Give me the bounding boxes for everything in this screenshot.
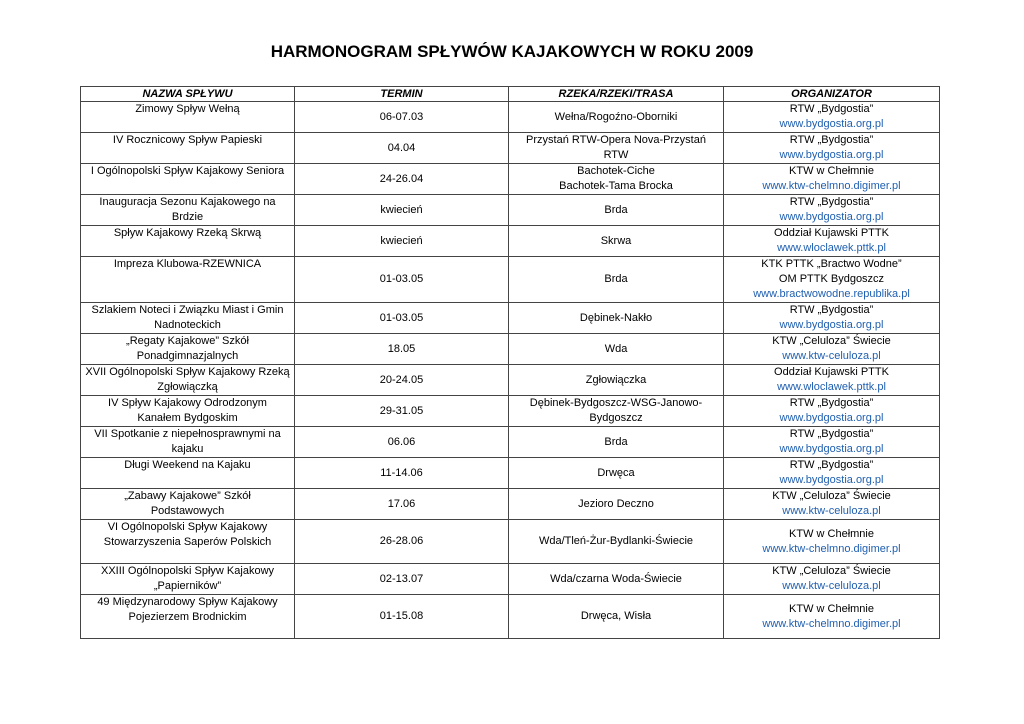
event-term: kwiecień — [380, 234, 423, 247]
event-river-cell — [509, 257, 724, 303]
table-row — [81, 520, 940, 564]
event-name-line: „Papierników” — [153, 580, 222, 592]
organizer-name-line: RTW „Bydgostia” — [789, 428, 874, 440]
header-organizer: ORGANIZATOR — [724, 87, 940, 102]
event-river-cell — [509, 595, 724, 639]
event-name-line: „Regaty Kajakowe” Szkół — [126, 335, 249, 347]
event-name-cell — [81, 489, 295, 520]
event-organizer-cell — [724, 520, 940, 564]
event-organizer-cell — [724, 365, 940, 396]
organizer-name-line: RTW „Bydgostia” — [789, 196, 874, 208]
schedule-table — [80, 86, 940, 639]
event-name-line: IV Spływ Kajakowy Odrodzonym — [108, 397, 267, 409]
event-term: 06.06 — [387, 435, 416, 448]
organizer-name-line: RTW „Bydgostia” — [789, 134, 874, 146]
event-river-cell — [509, 195, 724, 226]
event-name-line: Pojezierzem Brodnickim — [128, 611, 247, 623]
event-name-line: Brdzie — [171, 211, 204, 223]
document-title: HARMONOGRAM SPŁYWÓW KAJAKOWYCH W ROKU 2009 — [270, 42, 754, 61]
event-name-line: Długi Weekend na Kajaku — [124, 459, 251, 471]
event-name-line: Ponadgimnazjalnych — [136, 350, 239, 362]
event-river-line: Drwęca, Wisła — [580, 610, 652, 622]
event-name-line: IV Rocznicowy Spływ Papieski — [112, 134, 263, 146]
event-organizer-cell — [724, 334, 940, 365]
organizer-name-line: KTW „Celuloza” Świecie — [772, 565, 891, 577]
table-row — [81, 334, 940, 365]
event-river-cell — [509, 334, 724, 365]
event-term-cell — [295, 520, 509, 564]
event-river-line: Wełna/Rogoźno-Oborniki — [554, 110, 678, 123]
organizer-name-line: Oddział Kujawski PTTK — [774, 366, 889, 378]
event-organizer-cell — [724, 195, 940, 226]
organizer-name-line: Oddział Kujawski PTTK — [774, 227, 889, 239]
event-river-line: Bachotek-Tama Brocka — [559, 180, 673, 192]
event-term-cell — [295, 564, 509, 595]
event-name-line: XVII Ogólnopolski Spływ Kajakowy Rzeką — [85, 366, 290, 378]
event-name-cell — [81, 164, 295, 195]
event-organizer-cell — [724, 458, 940, 489]
event-term-cell — [295, 133, 509, 164]
organizer-name-line: OM PTTK Bydgoszcz — [778, 273, 885, 285]
event-river-line: Jezioro Deczno — [578, 497, 654, 510]
table-body — [81, 102, 940, 639]
event-organizer-cell — [724, 595, 940, 639]
event-organizer-cell — [724, 133, 940, 164]
event-term-cell — [295, 226, 509, 257]
table-row — [81, 102, 940, 133]
event-organizer-cell — [724, 564, 940, 595]
event-term-cell — [295, 365, 509, 396]
organizer-name-line: RTW „Bydgostia” — [789, 459, 874, 471]
event-name-line: Kanałem Bydgoskim — [137, 412, 238, 424]
event-term-cell — [295, 164, 509, 195]
event-term: 29-31.05 — [379, 404, 424, 417]
event-river-line: Bachotek-Ciche — [577, 165, 655, 177]
event-term-cell — [295, 489, 509, 520]
event-term-cell — [295, 396, 509, 427]
event-name-line: Zgłowiączką — [157, 381, 218, 393]
event-name-line: 49 Międzynarodowy Spływ Kajakowy — [97, 596, 278, 608]
organizer-website-link[interactable]: www.bractwowodne.republika.pl — [753, 288, 910, 300]
event-term: 01-03.05 — [379, 273, 424, 285]
event-term: 11-14.06 — [380, 466, 423, 479]
event-name-cell — [81, 564, 295, 595]
table-row — [81, 365, 940, 396]
organizer-name-line: KTW w Chełmnie — [789, 602, 874, 615]
event-term-cell — [295, 595, 509, 639]
event-river-cell — [509, 396, 724, 427]
event-term: 17.06 — [387, 497, 416, 510]
event-river-cell — [509, 458, 724, 489]
header-row — [81, 87, 940, 102]
organizer-name-line: KTW „Celuloza” Świecie — [772, 335, 891, 347]
organizer-website-link[interactable]: www.bydgostia.org.pl — [779, 412, 884, 424]
header-name: NAZWA SPŁYWU — [81, 87, 295, 102]
table-row — [81, 427, 940, 458]
event-term: 24-26.04 — [379, 172, 424, 185]
event-river-line: Wda/Tleń-Żur-Bydlanki-Świecie — [538, 535, 694, 547]
event-name-cell — [81, 226, 295, 257]
event-term-cell — [295, 102, 509, 133]
event-river-line: Dębinek-Bydgoszcz-WSG-Janowo- — [529, 397, 703, 409]
event-river-line: Bydgoszcz — [589, 412, 643, 424]
event-term: 26-28.06 — [379, 535, 424, 547]
organizer-website-link[interactable]: www.bydgostia.org.pl — [779, 118, 884, 130]
table-row — [81, 257, 940, 303]
table-row — [81, 195, 940, 226]
organizer-name-line: RTW „Bydgostia” — [789, 397, 874, 409]
table-row — [81, 595, 940, 639]
event-river-line: Drwęca — [597, 466, 635, 479]
event-organizer-cell — [724, 489, 940, 520]
organizer-name-line: KTK PTTK „Bractwo Wodne” — [761, 258, 902, 270]
event-name-cell — [81, 195, 295, 226]
organizer-name-line: KTW „Celuloza” Świecie — [772, 490, 891, 502]
event-term: 20-24.05 — [379, 373, 424, 386]
event-name-cell — [81, 334, 295, 365]
event-river-line: Skrwa — [600, 234, 632, 247]
event-term-cell — [295, 195, 509, 226]
organizer-name-line: RTW „Bydgostia” — [789, 304, 874, 316]
event-name-cell — [81, 257, 295, 303]
event-name-cell — [81, 133, 295, 164]
organizer-name-line: KTW w Chełmnie — [789, 165, 874, 177]
event-term: 18.05 — [387, 342, 416, 355]
event-river-line: Brda — [604, 273, 628, 285]
event-river-cell — [509, 520, 724, 564]
event-name-cell — [81, 458, 295, 489]
organizer-name-line: KTW w Chełmnie — [789, 527, 874, 540]
organizer-website-link[interactable]: www.bydgostia.org.pl — [779, 443, 884, 455]
event-term: 02-13.07 — [379, 572, 424, 585]
event-term-cell — [295, 334, 509, 365]
event-river-line: Zgłowiączka — [585, 373, 647, 386]
event-term-cell — [295, 458, 509, 489]
event-name-line: Nadnoteckich — [154, 319, 221, 331]
event-name-line: kajaku — [171, 443, 204, 455]
organizer-website-link[interactable]: www.ktw-celuloza.pl — [782, 580, 881, 592]
event-organizer-cell — [724, 226, 940, 257]
organizer-website-link[interactable]: www.wloclawek.pttk.pl — [777, 242, 886, 254]
event-name-line: VII Spotkanie z niepełnosprawnymi na — [94, 428, 281, 440]
event-river-cell — [509, 133, 724, 164]
event-name-line: XXIII Ogólnopolski Spływ Kajakowy — [100, 565, 275, 577]
event-organizer-cell — [724, 102, 940, 133]
event-name-line: Podstawowych — [150, 505, 225, 517]
event-organizer-cell — [724, 427, 940, 458]
event-name-cell — [81, 396, 295, 427]
event-term-cell — [295, 427, 509, 458]
event-river-line: Dębinek-Nakło — [579, 311, 653, 324]
event-river-cell — [509, 226, 724, 257]
event-name-cell — [81, 102, 295, 133]
event-river-cell — [509, 564, 724, 595]
event-river-line: Wda/czarna Woda-Świecie — [550, 572, 682, 585]
table-row — [81, 303, 940, 334]
event-river-line: Wda — [604, 342, 628, 355]
event-river-line: Przystań RTW-Opera Nova-Przystań — [526, 134, 706, 146]
event-name-line: VI Ogólnopolski Spływ Kajakowy — [107, 521, 268, 533]
organizer-website-link[interactable]: www.ktw-celuloza.pl — [782, 505, 881, 517]
event-river-cell — [509, 427, 724, 458]
organizer-website-link[interactable]: www.ktw-celuloza.pl — [782, 350, 881, 362]
event-name-cell — [81, 303, 295, 334]
event-term: kwiecień — [380, 203, 423, 216]
event-river-cell — [509, 102, 724, 133]
table-row — [81, 489, 940, 520]
event-term: 01-03.05 — [379, 311, 424, 324]
event-organizer-cell — [724, 164, 940, 195]
event-river-cell — [509, 365, 724, 396]
table-row — [81, 133, 940, 164]
header-term: TERMIN — [295, 87, 509, 102]
event-term-cell — [295, 303, 509, 334]
event-name-line: „Zabawy Kajakowe” Szkół — [124, 490, 251, 502]
organizer-website-link[interactable]: www.ktw-chelmno.digimer.pl — [762, 180, 901, 192]
organizer-website-link[interactable]: www.bydgostia.org.pl — [779, 319, 884, 331]
event-name-line: Zimowy Spływ Wełną — [135, 103, 240, 115]
event-river-line: Brda — [604, 435, 628, 448]
event-river-line: Brda — [604, 203, 628, 216]
event-term: 01-15.08 — [379, 610, 424, 622]
event-organizer-cell — [724, 303, 940, 334]
table-row — [81, 564, 940, 595]
event-name-cell — [81, 365, 295, 396]
event-name-cell — [81, 595, 295, 639]
event-term: 04.04 — [387, 141, 416, 154]
organizer-website-link[interactable]: www.ktw-chelmno.digimer.pl — [762, 542, 901, 555]
event-name-line: Stowarzyszenia Saperów Polskich — [103, 536, 272, 548]
table-row — [81, 458, 940, 489]
event-name-line: Inauguracja Sezonu Kajakowego na — [99, 196, 276, 208]
event-name-line: Szlakiem Noteci i Związku Miast i Gmin — [91, 304, 284, 316]
event-name-cell — [81, 520, 295, 564]
event-name-line: Impreza Klubowa-RZEWNICA — [113, 258, 262, 270]
organizer-website-link[interactable]: www.wloclawek.pttk.pl — [777, 381, 886, 393]
event-term: 06-07.03 — [379, 110, 424, 123]
event-term-cell — [295, 257, 509, 303]
event-river-cell — [509, 164, 724, 195]
organizer-website-link[interactable]: www.bydgostia.org.pl — [779, 211, 884, 223]
event-river-cell — [509, 489, 724, 520]
event-name-line: I Ogólnopolski Spływ Kajakowy Seniora — [90, 165, 285, 177]
event-river-cell — [509, 303, 724, 334]
header-river: RZEKA/RZEKI/TRASA — [509, 87, 724, 102]
organizer-website-link[interactable]: www.bydgostia.org.pl — [779, 474, 884, 486]
event-name-cell — [81, 427, 295, 458]
organizer-name-line: RTW „Bydgostia” — [789, 103, 874, 115]
event-organizer-cell — [724, 396, 940, 427]
event-river-line: RTW — [603, 149, 629, 161]
table-row — [81, 226, 940, 257]
organizer-website-link[interactable]: www.bydgostia.org.pl — [779, 149, 884, 161]
event-name-line: Spływ Kajakowy Rzeką Skrwą — [113, 227, 262, 239]
event-organizer-cell — [724, 257, 940, 303]
organizer-website-link[interactable]: www.ktw-chelmno.digimer.pl — [762, 617, 901, 630]
table-row — [81, 164, 940, 195]
table-row — [81, 396, 940, 427]
